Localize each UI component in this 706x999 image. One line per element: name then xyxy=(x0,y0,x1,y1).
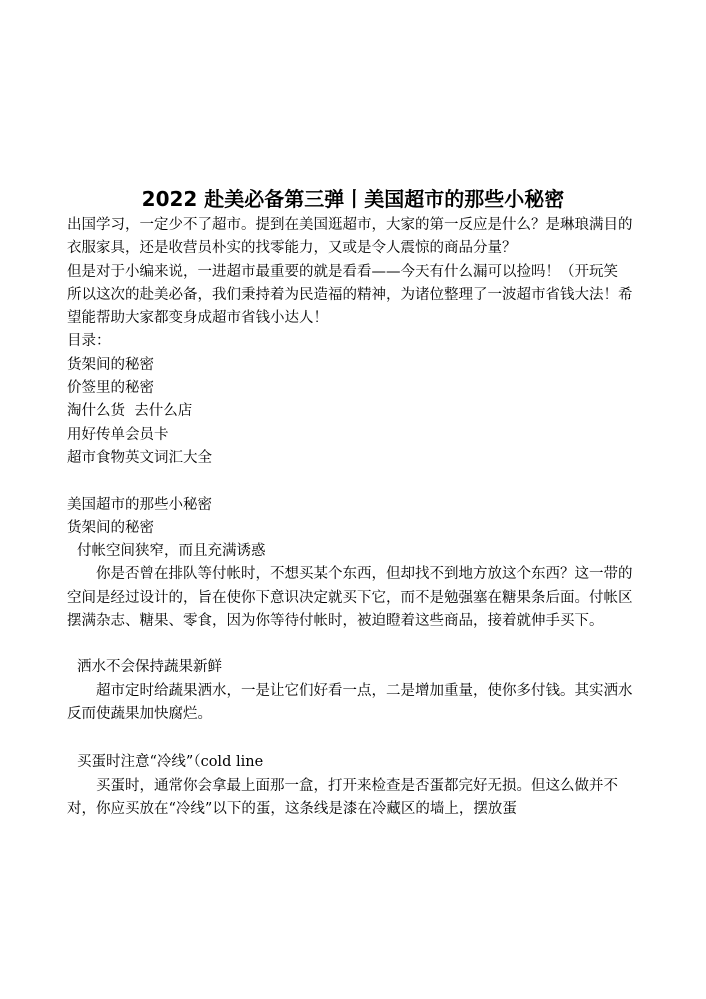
tip-body-1: 你是否曾在排队等付帐时，不想买某个东西，但却找不到地方放这个东西？这一带的空间是经过设计的，旨在使你下意识决定就买下它，而不是勉强塞在糖果条后面。付帐区摆满杂志、糖果、零食，因为你等待付帐时，被迫瞪着这些商品，接着就伸手买下。 xyxy=(67,566,633,630)
spacer xyxy=(67,726,641,751)
section-title: 美国超市的那些小秘密 xyxy=(67,496,212,513)
spacer xyxy=(67,470,641,493)
section-subtitle: 货架间的秘密 xyxy=(67,519,154,536)
article-title: 2022 赴美必备第三弹丨美国超市的那些小秘密 xyxy=(141,187,565,211)
toc-item-2: 价签里的秘密 xyxy=(67,380,154,397)
spacer xyxy=(67,633,641,656)
tip-heading-1: 付帐空间狭窄，而且充满诱惑 xyxy=(77,543,266,560)
toc-item-1: 货架间的秘密 xyxy=(67,356,154,373)
toc-item-4: 用好传单会员卡 xyxy=(67,426,169,443)
intro-paragraph-3: 所以这次的赴美必备，我们秉持着为民造福的精神，为诸位整理了一波超市省钱大法！希望能帮助大家都变身成超市省钱小达人！ xyxy=(67,286,633,327)
tip-heading-3: 买蛋时注意“冷线”（cold line xyxy=(77,754,264,771)
tip-heading-2: 洒水不会保持蔬果新鲜 xyxy=(77,659,222,676)
article-body xyxy=(67,214,641,821)
toc-item-3: 淘什么货 去什么店 xyxy=(67,403,193,420)
toc-label: 目录： xyxy=(67,333,111,350)
intro-paragraph-1: 出国学习，一定少不了超市。提到在美国逛超市，大家的第一反应是什么？是琳琅满目的衣服家具，还是收营员朴实的找零能力，又或是令人震惊的商品分量？ xyxy=(67,217,633,257)
toc-item-5: 超市食物英文词汇大全 xyxy=(67,449,212,466)
intro-paragraph-2: 但是对于小编来说，一进超市最重要的就是看看——今天有什么漏可以捡吗！（开玩笑 xyxy=(67,263,618,280)
tip-body-3: 买蛋时，通常你会拿最上面那一盒，打开来检查是否蛋都完好无损。但这么做并不对，你应买放在“冷线”以下的蛋，这条线是漆在冷藏区的墙上，摆放蛋 xyxy=(67,777,618,817)
tip-body-2: 超市定时给蔬果洒水，一是让它们好看一点，二是增加重量，使你多付钱。其实洒水反而使蔬果加快腐烂。 xyxy=(67,682,633,722)
